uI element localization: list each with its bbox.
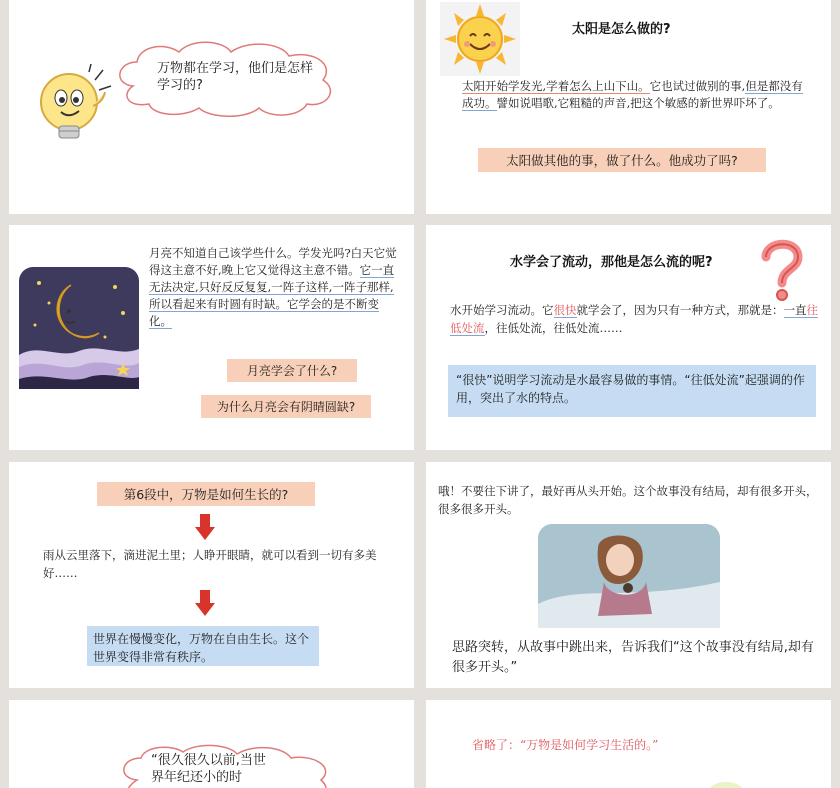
- body-text: 雨从云里落下，滴进泥土里；人睁开眼睛，就可以看到一切有多美好……: [43, 548, 377, 580]
- cloud-line-1: “很久很久以前,当世: [151, 753, 266, 768]
- body-part: 譬如说唱歌,它粗糙的声音,把这个敏感的新世界吓坏了。: [496, 96, 780, 110]
- question-pill: 太阳做其他的事，做了什么。他成功了吗?: [478, 148, 766, 172]
- highlight-2: 往低处流: [450, 303, 818, 335]
- body-text: [450, 301, 820, 337]
- body-part: 水开始学习流动。它: [450, 303, 554, 317]
- body-part: 月亮不知道自己该学些什么。学发光吗?白天它觉得这主意不好,晚上它又觉得这主意不错。: [149, 246, 397, 277]
- summary-box: 世界在慢慢变化，万物在自由生长。这个世界变得非常有秩序。: [87, 626, 319, 666]
- down-arrow-icon: [195, 590, 215, 616]
- body-text: [462, 78, 812, 112]
- note-box: “很快”说明学习流动是水最容易做的事情。“往低处流”起强调的作用，突出了水的特点。: [448, 365, 816, 417]
- body-text: 哦！不要往下讲了，最好再从头开始。这个故事没有结局，却有很多开头，很多很多开头。: [438, 484, 818, 516]
- body-part: 它也试过做别的事,: [649, 79, 746, 93]
- omitted-text: 省略了：“万物是如何学习生活的。”: [472, 738, 659, 752]
- slide-title: 水学会了流动，那他是怎么流的呢?: [510, 255, 713, 270]
- slide-3: [9, 225, 414, 450]
- decoration-icon: [706, 778, 746, 788]
- highlight-2: 但是都没有成功。: [462, 79, 803, 110]
- slide-6: [426, 462, 831, 688]
- slide-2: [426, 0, 831, 214]
- question-pill-2: 为什么月亮会有阴晴圆缺?: [201, 395, 371, 418]
- slide-title: 太阳是怎么做的?: [572, 22, 671, 37]
- sun-character-icon: [440, 2, 520, 76]
- highlight-2: 它学会的是不断变化。: [149, 297, 379, 328]
- slide-1: [9, 0, 414, 214]
- girl-illustration-icon: [538, 524, 720, 628]
- body-part: ，往低处流，往低处流……: [484, 321, 623, 335]
- highlight-1: 很快: [553, 303, 577, 317]
- slide-4: [426, 225, 831, 450]
- highlight-1: 它一直无法决定,只好反反复复,一阵子这样,一阵子那样,所以看起来有时圆有时缺。: [149, 263, 395, 311]
- question-pill-1: 月亮学会了什么?: [227, 359, 357, 382]
- slide-7: [9, 700, 414, 788]
- down-arrow-icon: [195, 514, 215, 540]
- body-text: [149, 245, 399, 330]
- lightbulb-character-icon: [27, 64, 117, 154]
- question-pill: 第6段中，万物是如何生长的?: [97, 482, 315, 506]
- body-part: 一直: [783, 303, 807, 317]
- slide-8: [426, 700, 831, 788]
- slide-5: [9, 462, 414, 688]
- moon-night-scene-icon: [19, 267, 139, 389]
- cloud-line-2: 界年纪还小的时: [151, 770, 243, 785]
- note-text: 思路突转，从故事中跳出来，告诉我们“这个故事没有结局,却有很多开头。”: [452, 640, 814, 675]
- cloud-text: 万物都在学习，他们是怎样学习的?: [157, 61, 314, 93]
- body-part: 就学会了，因为只有一种方式，那就是：: [576, 303, 784, 317]
- highlight-1: 太阳开始学发光,学着怎么上山下山。: [462, 79, 650, 93]
- question-mark-icon: [758, 237, 806, 303]
